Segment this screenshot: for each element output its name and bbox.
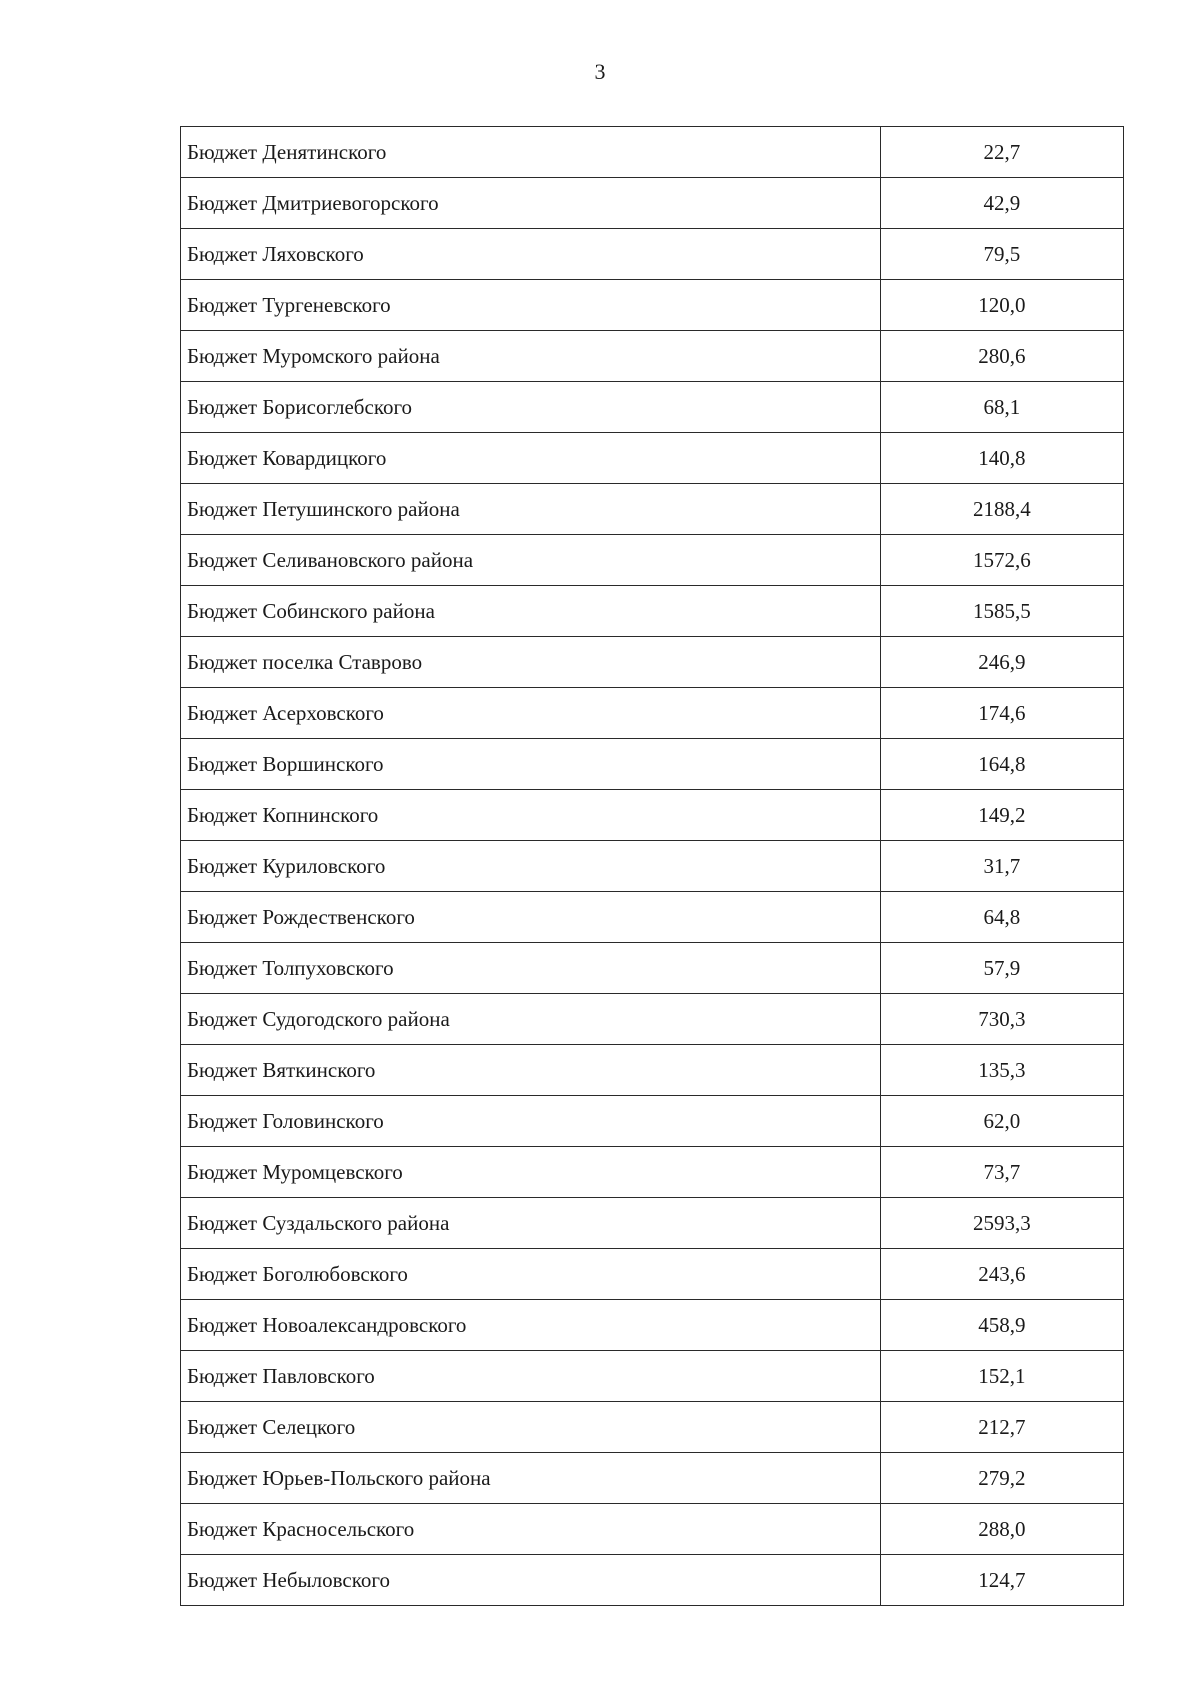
budget-value-cell: 458,9: [880, 1300, 1123, 1351]
budget-name-cell: Бюджет Вяткинского: [181, 1045, 881, 1096]
table-row: [181, 688, 1124, 739]
table-row: [181, 178, 1124, 229]
budget-value-cell: 2593,3: [880, 1198, 1123, 1249]
budget-name-cell: Бюджет Муромцевского: [181, 1147, 881, 1198]
budget-table-body: [181, 127, 1124, 1606]
budget-name-cell: Бюджет поселка Ставрово: [181, 637, 881, 688]
budget-value-cell: 62,0: [880, 1096, 1123, 1147]
budget-name-cell: Бюджет Толпуховского: [181, 943, 881, 994]
budget-value-cell: 279,2: [880, 1453, 1123, 1504]
table-row: [181, 331, 1124, 382]
budget-value-cell: 152,1: [880, 1351, 1123, 1402]
budget-name-cell: Бюджет Селивановского района: [181, 535, 881, 586]
budget-value-cell: 73,7: [880, 1147, 1123, 1198]
budget-value-cell: 68,1: [880, 382, 1123, 433]
budget-name-cell: Бюджет Небыловского: [181, 1555, 881, 1606]
table-row: [181, 535, 1124, 586]
budget-name-cell: Бюджет Селецкого: [181, 1402, 881, 1453]
budget-value-cell: 124,7: [880, 1555, 1123, 1606]
budget-name-cell: Бюджет Ляховского: [181, 229, 881, 280]
budget-value-cell: 79,5: [880, 229, 1123, 280]
budget-value-cell: 246,9: [880, 637, 1123, 688]
table-row: [181, 1198, 1124, 1249]
budget-value-cell: 135,3: [880, 1045, 1123, 1096]
budget-name-cell: Бюджет Новоалександровского: [181, 1300, 881, 1351]
table-row: [181, 1351, 1124, 1402]
table-row: [181, 739, 1124, 790]
budget-name-cell: Бюджет Денятинского: [181, 127, 881, 178]
budget-value-cell: 140,8: [880, 433, 1123, 484]
budget-value-cell: 120,0: [880, 280, 1123, 331]
budget-name-cell: Бюджет Воршинского: [181, 739, 881, 790]
budget-name-cell: Бюджет Куриловского: [181, 841, 881, 892]
budget-value-cell: 2188,4: [880, 484, 1123, 535]
budget-name-cell: Бюджет Муромского района: [181, 331, 881, 382]
budget-name-cell: Бюджет Копнинского: [181, 790, 881, 841]
budget-name-cell: Бюджет Павловского: [181, 1351, 881, 1402]
budget-value-cell: 149,2: [880, 790, 1123, 841]
table-row: [181, 994, 1124, 1045]
budget-name-cell: Бюджет Борисоглебского: [181, 382, 881, 433]
budget-value-cell: 42,9: [880, 178, 1123, 229]
table-row: [181, 790, 1124, 841]
budget-table: [180, 126, 1124, 1606]
budget-value-cell: 22,7: [880, 127, 1123, 178]
budget-name-cell: Бюджет Собинского района: [181, 586, 881, 637]
table-row: [181, 1453, 1124, 1504]
budget-name-cell: Бюджет Судогодского района: [181, 994, 881, 1045]
table-row: [181, 892, 1124, 943]
budget-name-cell: Бюджет Красносельского: [181, 1504, 881, 1555]
table-row: [181, 1300, 1124, 1351]
budget-value-cell: 212,7: [880, 1402, 1123, 1453]
table-row: [181, 1249, 1124, 1300]
table-row: [181, 280, 1124, 331]
budget-name-cell: Бюджет Петушинского района: [181, 484, 881, 535]
table-row: [181, 1504, 1124, 1555]
budget-name-cell: Бюджет Тургеневского: [181, 280, 881, 331]
table-row: [181, 841, 1124, 892]
budget-name-cell: Бюджет Асерховского: [181, 688, 881, 739]
budget-name-cell: Бюджет Рождественского: [181, 892, 881, 943]
page-number: 3: [594, 59, 606, 84]
table-row: [181, 943, 1124, 994]
budget-name-cell: Бюджет Ковардицкого: [181, 433, 881, 484]
budget-value-cell: 280,6: [880, 331, 1123, 382]
budget-value-cell: 57,9: [880, 943, 1123, 994]
budget-value-cell: 288,0: [880, 1504, 1123, 1555]
budget-value-cell: 1572,6: [880, 535, 1123, 586]
table-row: [181, 382, 1124, 433]
budget-value-cell: 164,8: [880, 739, 1123, 790]
budget-value-cell: 64,8: [880, 892, 1123, 943]
budget-value-cell: 730,3: [880, 994, 1123, 1045]
table-row: [181, 1555, 1124, 1606]
table-row: [181, 1096, 1124, 1147]
table-row: [181, 433, 1124, 484]
table-row: [181, 1045, 1124, 1096]
budget-name-cell: Бюджет Юрьев-Польского района: [181, 1453, 881, 1504]
table-row: [181, 127, 1124, 178]
table-row: [181, 586, 1124, 637]
table-row: [181, 229, 1124, 280]
budget-name-cell: Бюджет Дмитриевогорского: [181, 178, 881, 229]
budget-name-cell: Бюджет Головинского: [181, 1096, 881, 1147]
budget-value-cell: 174,6: [880, 688, 1123, 739]
budget-name-cell: Бюджет Суздальского района: [181, 1198, 881, 1249]
table-row: [181, 1147, 1124, 1198]
budget-name-cell: Бюджет Боголюбовского: [181, 1249, 881, 1300]
budget-value-cell: 31,7: [880, 841, 1123, 892]
budget-value-cell: 243,6: [880, 1249, 1123, 1300]
table-row: [181, 1402, 1124, 1453]
table-row: [181, 484, 1124, 535]
budget-value-cell: 1585,5: [880, 586, 1123, 637]
table-row: [181, 637, 1124, 688]
